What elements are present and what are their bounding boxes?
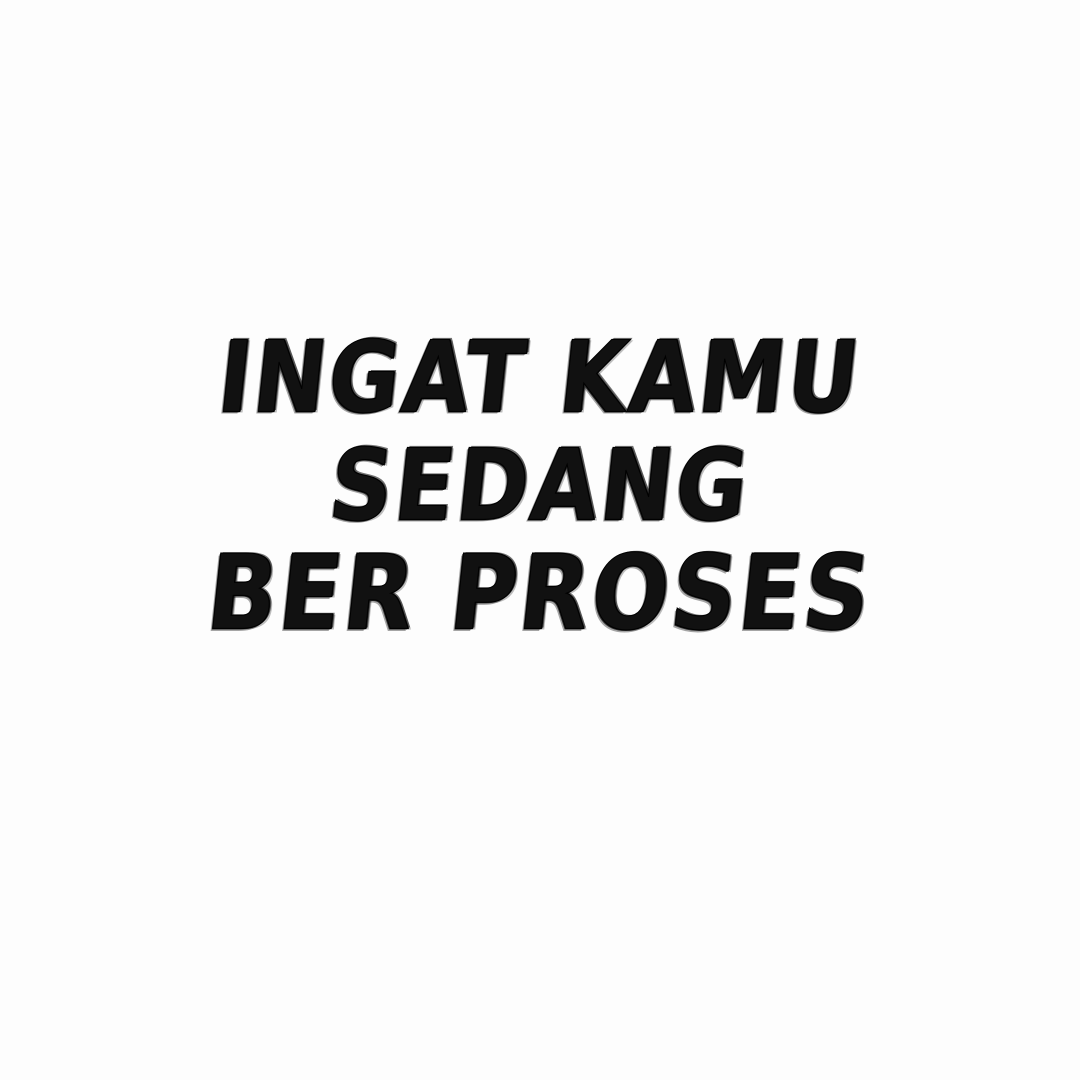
quote-line-2: SEDANG <box>324 428 756 544</box>
quote-line-3: BER PROSES <box>201 533 879 654</box>
quote-line-1: INGAT KAMU <box>213 320 867 436</box>
quote-text-block <box>0 320 1080 654</box>
